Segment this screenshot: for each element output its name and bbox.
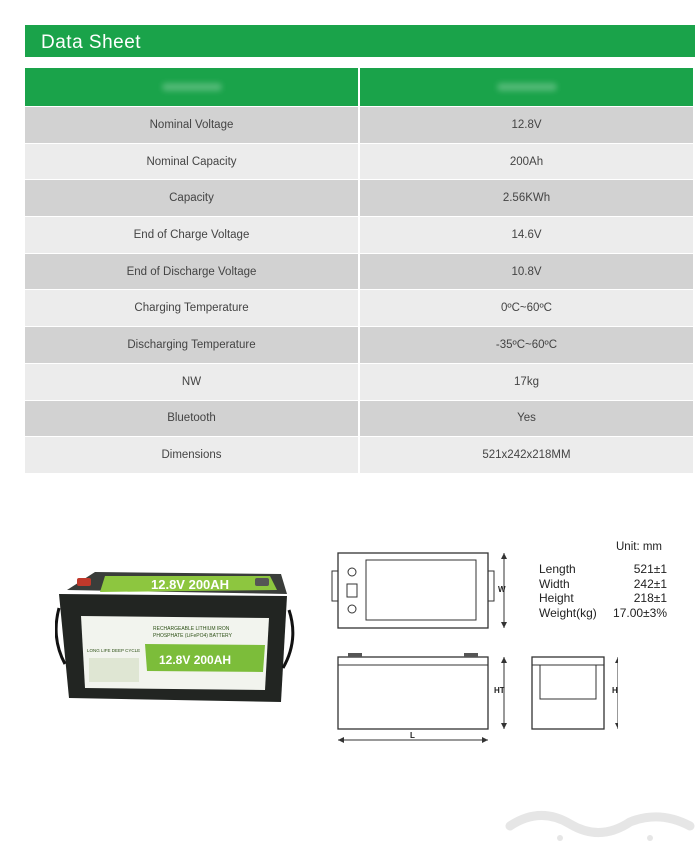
arrow-icon bbox=[501, 723, 507, 729]
negative-terminal bbox=[255, 578, 269, 586]
row-label: Nominal Capacity bbox=[25, 144, 360, 180]
table-row bbox=[25, 401, 693, 438]
side-view-outline bbox=[532, 657, 604, 729]
row-label: End of Discharge Voltage bbox=[25, 254, 360, 290]
row-label: Dimensions bbox=[25, 437, 360, 473]
table-row bbox=[25, 327, 693, 364]
spec-value: 17.00±3% bbox=[613, 605, 667, 620]
table-header bbox=[25, 68, 693, 107]
desc-line-1: RECHARGEABLE LITHIUM IRON bbox=[153, 626, 230, 632]
row-label: NW bbox=[25, 364, 360, 400]
table-row bbox=[25, 364, 693, 401]
table-row bbox=[25, 180, 693, 217]
front-view-terminal bbox=[464, 653, 478, 657]
row-value: Yes bbox=[517, 412, 536, 425]
front-view-terminal bbox=[348, 653, 362, 657]
data-sheet-banner bbox=[25, 25, 695, 57]
arrow-icon bbox=[482, 737, 488, 743]
table-row bbox=[25, 437, 693, 474]
table-row bbox=[25, 217, 693, 254]
desc-line-2: PHOSPHATE (LiFePO4) BATTERY bbox=[153, 633, 232, 639]
h-label: H bbox=[612, 686, 618, 695]
row-value: 200Ah bbox=[509, 155, 544, 168]
row-label: Nominal Voltage bbox=[25, 107, 360, 143]
row-label: Bluetooth bbox=[25, 401, 360, 437]
spec-table bbox=[25, 68, 693, 474]
header-cell-right bbox=[360, 68, 693, 106]
arrow-icon bbox=[501, 553, 507, 559]
row-label: End of Charge Voltage bbox=[25, 217, 360, 253]
row-label: Charging Temperature bbox=[25, 290, 360, 326]
table-row bbox=[25, 107, 693, 144]
spec-box bbox=[89, 658, 139, 682]
positive-terminal bbox=[77, 578, 91, 586]
spec-name: Weight(kg) bbox=[539, 605, 597, 620]
top-view-handle-left bbox=[332, 571, 338, 601]
row-value: 0ºC~60ºC bbox=[501, 302, 552, 315]
front-view-outline bbox=[338, 657, 488, 729]
watermark-logo bbox=[500, 796, 700, 844]
top-view-inner bbox=[366, 560, 476, 620]
table-row bbox=[25, 290, 693, 327]
header-cell-left bbox=[25, 68, 360, 106]
cycle-text: LONG LIFE DEEP CYCLE bbox=[87, 648, 141, 653]
banner-title: Data Sheet bbox=[41, 32, 142, 53]
spec-line bbox=[539, 606, 667, 621]
arrow-icon bbox=[615, 723, 618, 729]
spec-value: 242±1 bbox=[633, 576, 667, 591]
table-row bbox=[25, 254, 693, 291]
row-label: Discharging Temperature bbox=[25, 327, 360, 363]
top-label-text: 12.8V 200AH bbox=[151, 577, 230, 592]
arrow-icon bbox=[615, 657, 618, 663]
spec-name: Height bbox=[539, 591, 574, 605]
spec-name: Width bbox=[539, 576, 570, 591]
spec-value: 218±1 bbox=[633, 591, 667, 605]
row-value: 521x242x218MM bbox=[482, 449, 571, 462]
dimension-specs bbox=[539, 562, 667, 620]
w-label: W bbox=[498, 585, 506, 594]
row-value: 17kg bbox=[514, 375, 539, 388]
top-view-handle-right bbox=[488, 571, 494, 601]
spec-line bbox=[539, 591, 667, 606]
row-value: 14.6V bbox=[511, 228, 542, 241]
spec-line bbox=[539, 577, 667, 592]
arrow-icon bbox=[501, 622, 507, 628]
l-label: L bbox=[410, 731, 415, 740]
row-label: Capacity bbox=[25, 180, 360, 216]
ht-label: HT bbox=[494, 686, 505, 695]
unit-title: Unit: mm bbox=[616, 541, 662, 553]
battery-photo bbox=[55, 568, 295, 708]
row-value: 10.8V bbox=[511, 265, 542, 278]
row-value: 2.56KWh bbox=[502, 192, 551, 205]
arrow-icon bbox=[501, 657, 507, 663]
spec-name: Length bbox=[539, 562, 576, 576]
row-value: 12.8V bbox=[511, 118, 542, 131]
table-row bbox=[25, 144, 693, 181]
spec-line bbox=[539, 562, 667, 577]
spec-value: 521±1 bbox=[633, 562, 667, 576]
side-label-text: 12.8V 200AH bbox=[159, 653, 232, 667]
arrow-icon bbox=[338, 737, 344, 743]
row-value: -35ºC~60ºC bbox=[495, 338, 558, 351]
